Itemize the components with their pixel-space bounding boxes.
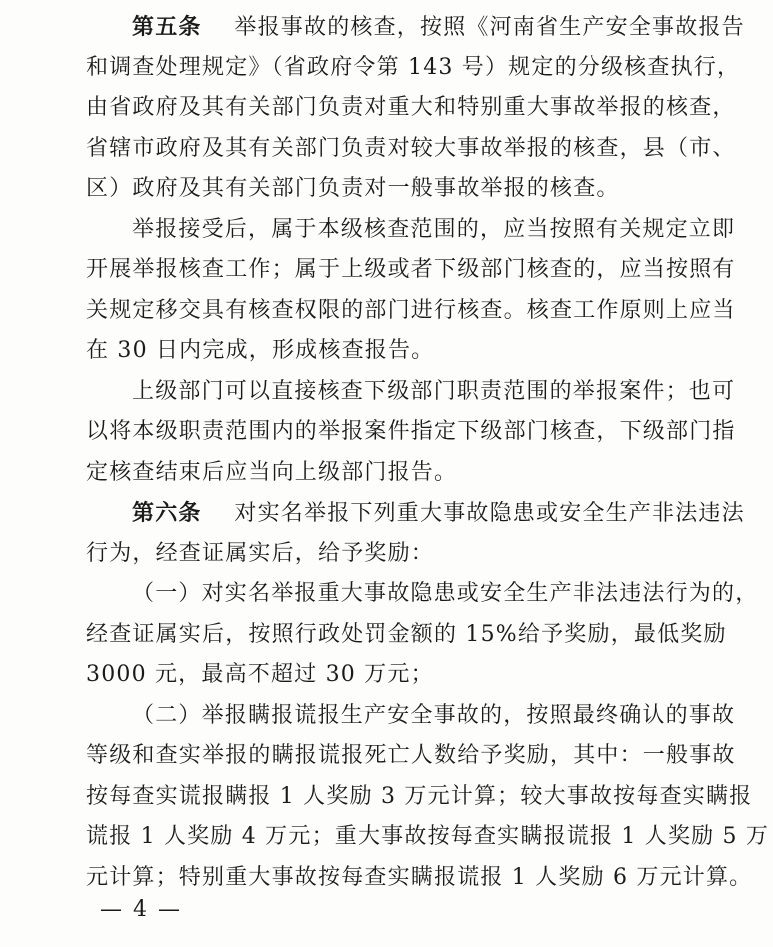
text-line: 和调查处理规定》（省政府令第 143 号）规定的分级核查执行， — [86, 54, 741, 80]
text-line: 关规定移交具有核查权限的部门进行核查。核查工作原则上应当 — [86, 297, 736, 323]
paragraph-start: 举报接受后，属于本级核查范围的，应当按照有关规定立即 — [132, 216, 736, 242]
page-number: — 4 — — [100, 897, 182, 922]
text-line: 按每查实谎报瞒报 1 人奖励 3 万元计算；较大事故按每查实瞒报 — [86, 783, 753, 809]
text-line: 在 30 日内完成，形成核查报告。 — [86, 338, 435, 363]
text-line: 等级和查实举报的瞒报谎报死亡人数给予奖励，其中：一般事故 — [86, 743, 736, 768]
article-5-line-1: 第五条 举报事故的核查，按照《河南省生产安全事故报告 — [132, 14, 745, 40]
item-1-start: （一）对实名举报重大事故隐患或安全生产非法违法行为的， — [132, 581, 759, 606]
article-6-label: 第六条 — [132, 500, 202, 526]
text-line: 定核查结束后应当向上级部门报告。 — [86, 459, 458, 485]
text-line: 经查证属实后，按照行政处罚金额的 15%给予奖励，最低奖励 — [86, 621, 727, 647]
text-line: 由省政府及其有关部门负责对重大和特别重大事故举报的核查， — [86, 95, 736, 120]
text-line: 以将本级职责范围内的举报案件指定下级部门核查，下级部门指 — [86, 419, 736, 444]
text-line: 谎报 1 人奖励 4 万元；重大事故按每查实瞒报谎报 1 人奖励 5 万 — [86, 824, 770, 849]
text-line: 区）政府及其有关部门负责对一般事故举报的核查。 — [86, 176, 620, 201]
text-line: 3000 元，最高不超过 30 万元； — [86, 662, 434, 687]
item-2-start: （二）举报瞒报谎报生产安全事故的，按照最终确认的事故 — [132, 702, 736, 728]
paragraph-start: 上级部门可以直接核查下级部门职责范围的举报案件；也可 — [132, 378, 736, 404]
text-line: 省辖市政府及其有关部门负责对较大事故举报的核查，县（市、 — [86, 135, 736, 161]
article-5-label: 第五条 — [132, 14, 202, 40]
article-6-line-1: 第六条 对实名举报下列重大事故隐患或安全生产非法违法 — [132, 500, 745, 526]
text-line: 开展举报核查工作；属于上级或者下级部门核查的，应当按照有 — [86, 257, 736, 282]
text-line: 行为，经查证属实后，给予奖励： — [86, 540, 435, 566]
text-line: 元计算；特别重大事故按每查实瞒报谎报 1 人奖励 6 万元计算。 — [86, 864, 753, 890]
